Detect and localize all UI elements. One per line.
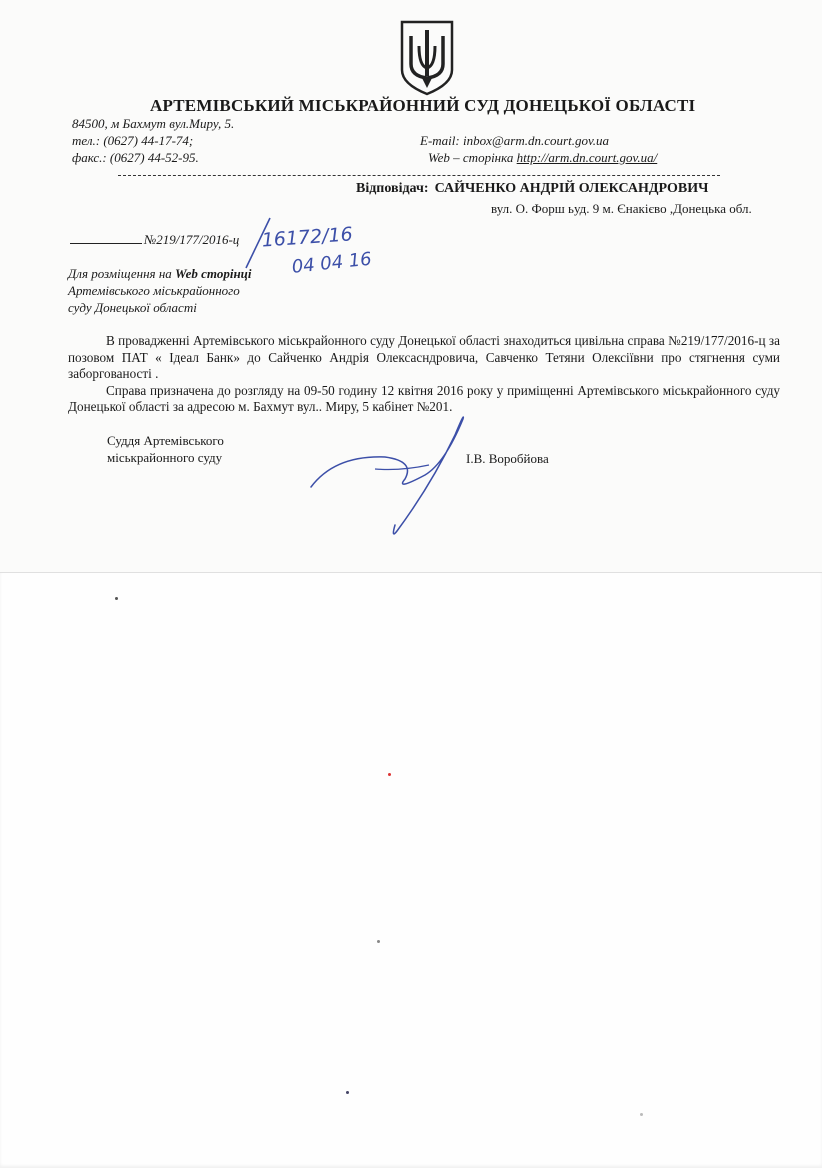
trident-emblem-icon xyxy=(398,18,456,96)
judge-title-line1: Суддя Артемівського xyxy=(107,433,224,448)
court-address: 84500, м Бахмут вул.Миру, 5. xyxy=(72,116,235,131)
paper-speck xyxy=(388,773,391,776)
case-blank-line xyxy=(70,233,142,244)
paper-speck xyxy=(115,597,118,600)
notice-paragraph-2: Справа призначена до розгляду на 09-50 годину 12 квітня 2016 року у приміщенні Артемівського міськрайонного суду Донецької області за адресою м. Бахмут вул.. Миру, 5 кабінет №201. xyxy=(68,382,780,414)
case-number-line xyxy=(70,232,239,248)
addressee-label: Відповідач: xyxy=(356,181,429,196)
placement-line1: Для розміщення на Web сторінці xyxy=(68,266,252,281)
blank-page xyxy=(0,572,822,1168)
judge-title-line2: міськрайонного суду xyxy=(107,450,223,465)
email-value[interactable]: inbox@arm.dn.court.gov.ua xyxy=(462,133,610,148)
judge-title xyxy=(107,432,224,466)
web-link[interactable]: http://arm.dn.court.gov.ua/ xyxy=(516,150,658,165)
header-divider xyxy=(118,175,720,176)
addressee-address: вул. О. Форш ьуд. 9 м. Єнакієво ,Донецька обл. xyxy=(491,201,752,216)
court-phone: тел.: (0627) 44-17-74; xyxy=(72,133,194,148)
placement-line2: Артемівського міськрайонного xyxy=(68,283,240,298)
court-name-heading: АРТЕМІВСЬКИЙ МІСЬКРАЙОННИЙ СУД ДОНЕЦЬКОЇ ОБЛАСТІ xyxy=(150,96,696,115)
handwritten-signature xyxy=(305,405,505,545)
placement-note xyxy=(68,265,252,316)
paper-speck xyxy=(640,1113,643,1116)
court-email xyxy=(420,133,609,149)
handwritten-number: 16172/16 xyxy=(261,223,354,252)
paper-speck xyxy=(346,1091,349,1094)
judge-name: І.В. Воробйова xyxy=(466,451,549,466)
addressee-block xyxy=(356,181,708,197)
court-website xyxy=(428,150,657,166)
email-label: E-mail: xyxy=(420,133,463,148)
placement-line3: суду Донецької області xyxy=(68,300,197,315)
handwritten-registration xyxy=(240,212,380,282)
notice-body xyxy=(68,333,780,416)
court-fax: факс.: (0627) 44-52-95. xyxy=(72,150,199,165)
case-number: №219/177/2016-ц xyxy=(144,232,240,247)
notice-paragraph-1: В провадженні Артемівського міськрайонного суду Донецької області знаходиться цивільна справа №219/177/2016-ц за позовом ПАТ « Ідеал Банк» до Сайченко Андрія Олексасндровича, Савченко Тетяни Олексіївни про стягнення суми заборгованості . xyxy=(68,333,780,381)
addressee-name: САЙЧЕНКО АНДРІЙ ОЛЕКСАНДРОВИЧ xyxy=(434,181,709,196)
handwritten-date: 04 04 16 xyxy=(290,248,373,278)
web-label: Web – сторінка xyxy=(428,150,517,165)
paper-speck xyxy=(377,940,380,943)
